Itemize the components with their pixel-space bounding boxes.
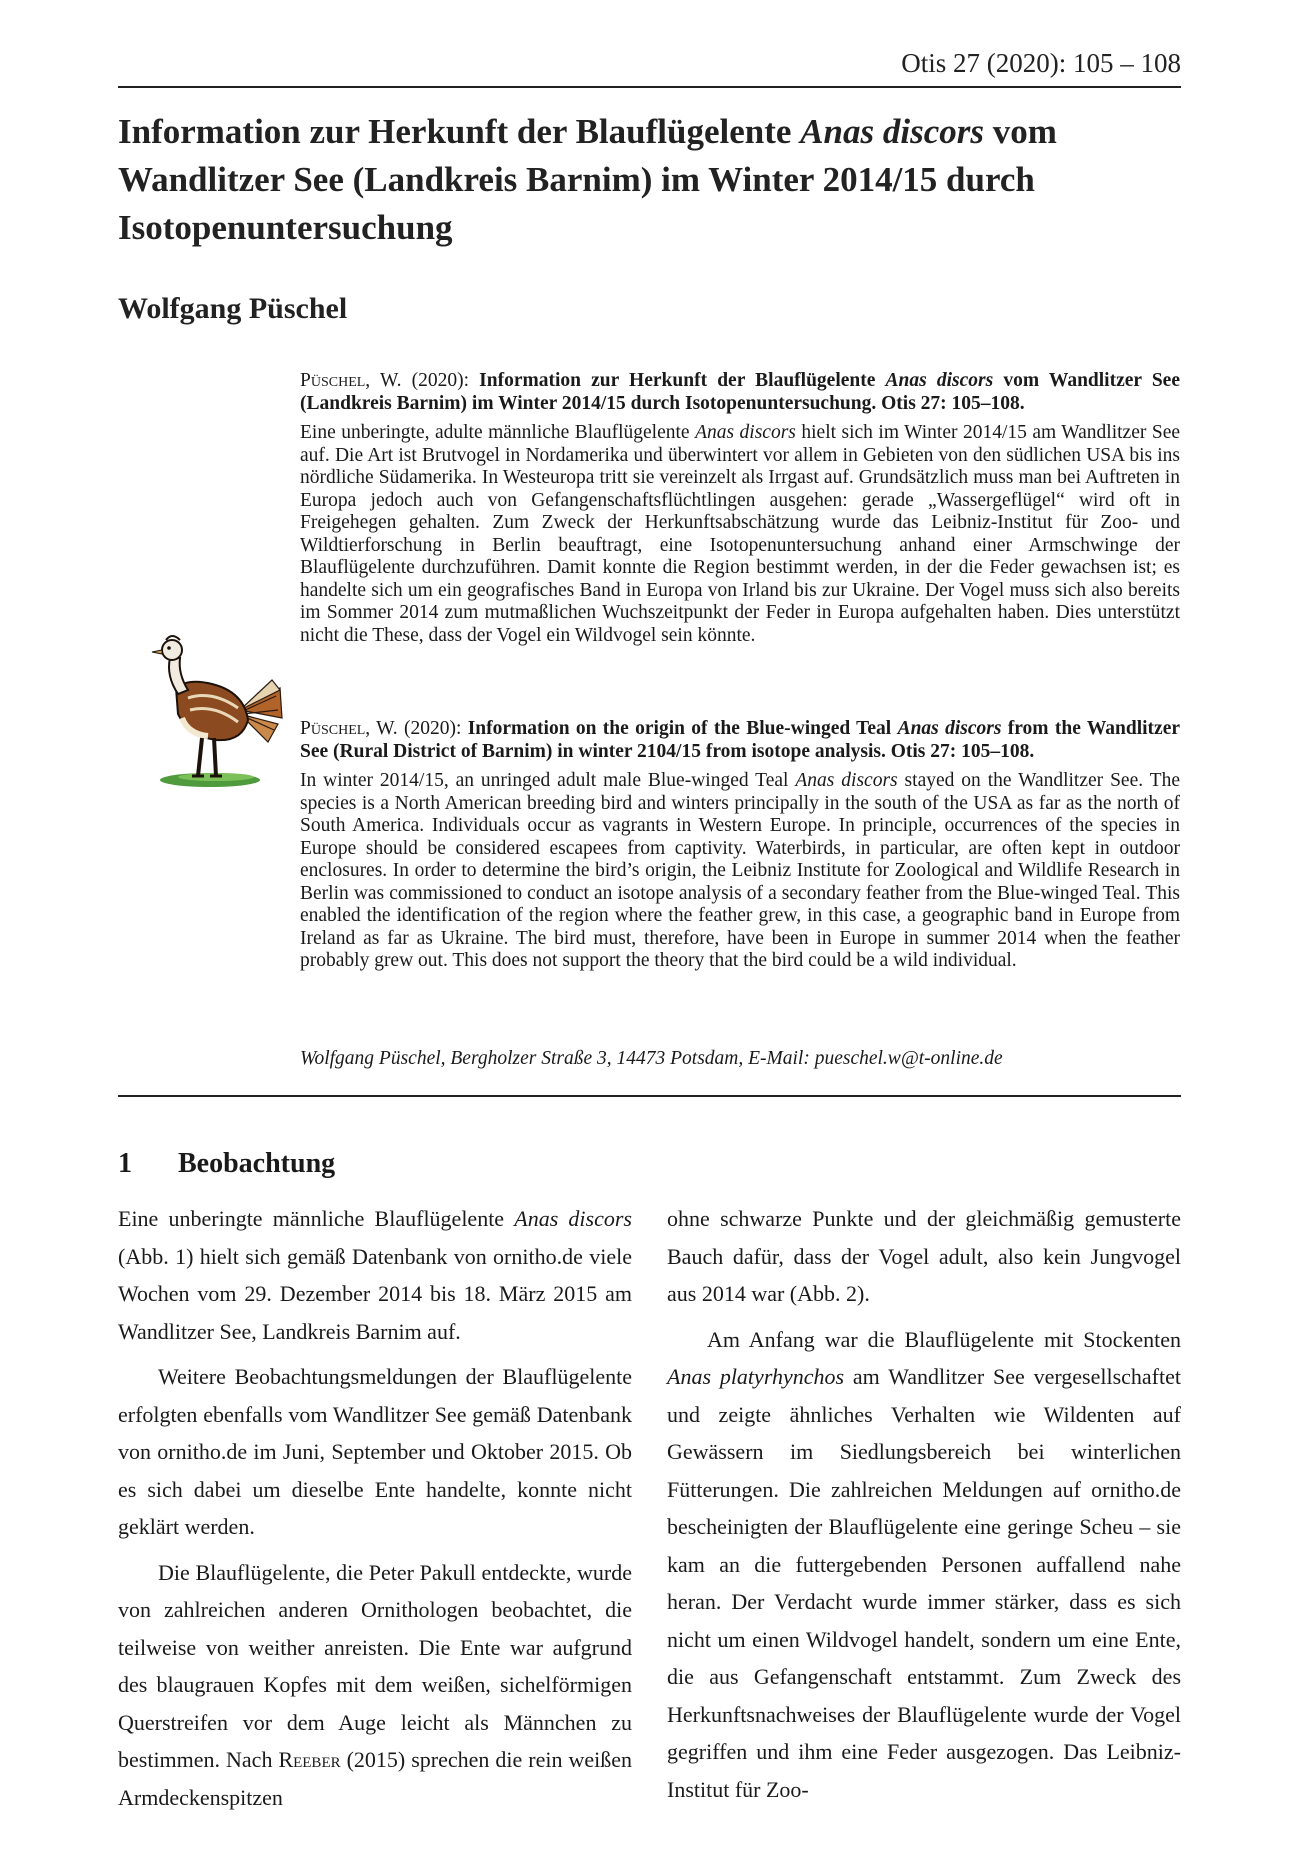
paragraph: Weitere Beobachtungsmeldungen der Blauflügelente erfolgten ebenfalls vom Wandlitzer See gemäß Datenbank von ornitho.de im Juni, September und Oktober 2015. Ob es sich dabei um dieselbe Ente handelte, konnte nicht geklärt werden.: [118, 1364, 632, 1539]
author-address: Wolfgang Püschel, Bergholzer Straße 3, 14473 Potsdam, E-Mail: pueschel.w@t-online.de: [300, 1048, 1003, 1069]
header-rule: [118, 86, 1181, 88]
article-title: Information zur Herkunft der Blauflügelente Anas discors vom Wandlitzer See (Landkreis Barnim) im Winter 2014/15 durch Isotopenuntersuchung: [118, 112, 1057, 247]
paragraph: Eine unberingte männliche Blauflügelente Anas discors (Abb. 1) hielt sich gemäß Datenbank von ornitho.de viele Wochen vom 29. Dezember 2014 bis 18. März 2015 am Wandlitzer See, Landkreis Barnim auf.: [118, 1206, 632, 1344]
citation-english: Püschel, W. (2020): Information on the origin of the Blue-winged Teal Anas discors from the Wandlitzer See (Rural District of Barnim) in winter 2104/15 from isotope analysis. Otis 27: 105–108.: [300, 718, 1181, 762]
body-column-left: [118, 1200, 632, 1816]
citation-german: Püschel, W. (2020): Information zur Herkunft der Blauflügelente Anas discors vom Wandlitzer See (Landkreis Barnim) im Winter 2014/15 durch Isotopenuntersuchung. Otis 27: 105–108.: [300, 370, 1180, 414]
abstract-bottom-rule: [118, 1095, 1181, 1097]
abstract-english: [300, 718, 1180, 973]
otis-bustard-logo: [148, 618, 288, 788]
abstract-body-english: In winter 2014/15, an unringed adult male Blue-winged Teal Anas discors stayed on the Wandlitzer See. The species is a North American breeding bird and winters principally in the south of the USA as far as the north of South America. Individuals occur as vagrants in Western Europe. In principle, occurrences of the species in Europe should be considered escapees from captivity. Waterbirds, in particular, are often kept in outdoor enclosures. In order to determine the bird’s origin, the Leibniz Institute for Zoological and Wildlife Research in Berlin was commissioned to conduct an isotope analysis of a secondary feather from the Blue-winged Teal. This enabled the identification of the region where the feather grew, in this case, a geographic band in Europe from Ireland as far as Ukraine. The bird must, therefore, have been in Europe in summer 2014 when the feather probably grew out. This does not support the theory that the bird could be a wild individual.: [300, 770, 1180, 971]
body-column-right: [667, 1200, 1181, 1808]
section-heading: 1 Beobachtung: [118, 1148, 336, 1179]
author-name: Wolfgang Püschel: [118, 292, 348, 325]
journal-reference: Otis 27 (2020): 105 – 108: [901, 48, 1181, 78]
paragraph: ohne schwarze Punkte und der gleichmäßig gemusterte Bauch dafür, dass der Vogel adult, also kein Jungvogel aus 2014 war (Abb. 2).: [667, 1206, 1181, 1306]
abstract-german: [300, 370, 1180, 647]
abstract-body-german: Eine unberingte, adulte männliche Blauflügelente Anas discors hielt sich im Winter 2014/15 am Wandlitzer See auf. Die Art ist Brutvogel in Nordamerika und überwintert vor allem in Gebieten von den südlichen USA bis ins nördliche Südamerika. In Westeuropa tritt sie vereinzelt als Irrgast auf. Grundsätzlich muss man bei Auftreten in Europa jedoch auch von Gefangenschaftsflüchtlingen ausgehen: gerade „Wassergeflügel“ wird oft in Freigehegen gehalten. Zum Zweck der Herkunftsabschätzung wurde das Leibniz-Institut für Zoo- und Wildtierforschung in Berlin beauftragt, eine Isotopenuntersuchung anhand einer Armschwinge der Blauflügelente durchzuführen. Damit konnte die Region bestimmt werden, in der die Feder gewachsen ist; es handelte sich um ein geografisches Band in Europa von Irland bis zur Ukraine. Der Vogel muss sich also bereits im Sommer 2014 zum mutmaßlichen Wuchszeitpunkt der Feder in Europa aufgehalten haben. Dies unterstützt nicht die These, dass der Vogel ein Wildvogel sein könnte.: [300, 422, 1180, 646]
paragraph: Die Blauflügelente, die Peter Pakull entdeckte, wurde von zahlreichen anderen Ornithologen beobachtet, die teilweise von weither anreisten. Die Ente war aufgrund des blaugrauen Kopfes mit dem weißen, sichelförmigen Querstreifen vor dem Auge leicht als Männchen zu bestimmen. Nach Reeber (2015) sprechen die rein weißen Armdeckenspitzen: [118, 1559, 632, 1810]
paragraph: Am Anfang war die Blauflügelente mit Stockenten Anas platyrhynchos am Wandlitzer See vergesellschaftet und zeigte ähnliches Verhalten wie Wildenten auf Gewässern im Siedlungsbereich bei winterlichen Fütterungen. Die zahlreichen Meldungen auf ornitho.de bescheinigten der Blauflügelente eine geringe Scheu – sie kam an die futtergebenden Personen auffallend nahe heran. Der Verdacht wurde immer stärker, dass es sich nicht um einen Wildvogel handelt, sondern um eine Ente, die aus Gefangenschaft entstammt. Zum Zweck des Herkunftsnachweises der Blauflügelente wurde der Vogel gegriffen und ihm eine Feder ausgezogen. Das Leibniz-Institut für Zoo-: [667, 1326, 1181, 1802]
